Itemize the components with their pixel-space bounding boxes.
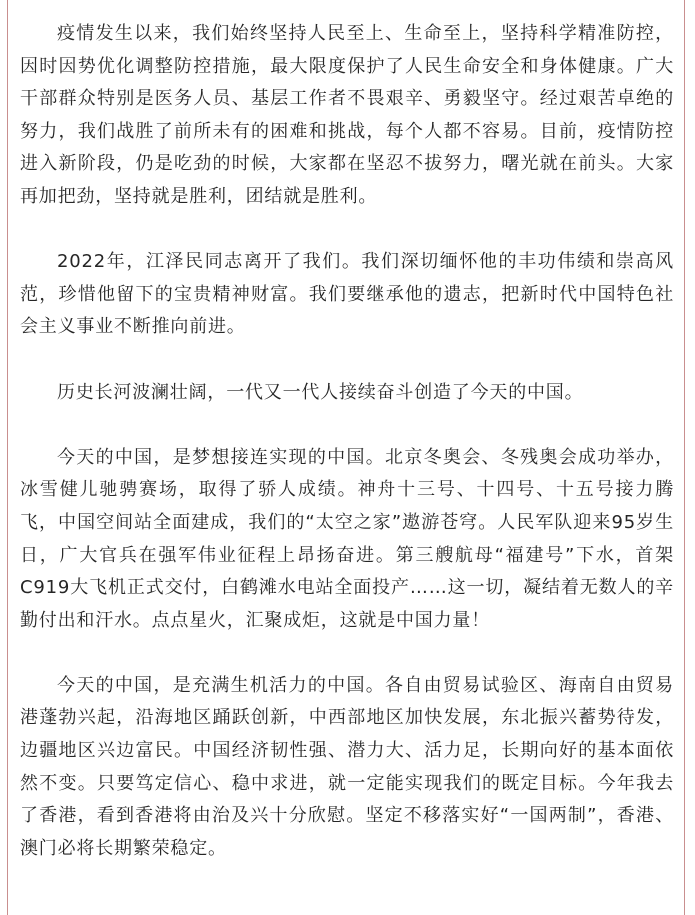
paragraph-vitality: 今天的中国，是充满生机活力的中国。各自由贸易试验区、海南自由贸易港蓬勃兴起，沿海地区踊跃创新，中西部地区加快发展，东北振兴蓄势待发，边疆地区兴边富民。中国经济韧性强、潜力大、活力足，长期向好的基本面依然不变。只要笃定信心、稳中求进，就一定能实现我们的既定目标。今年我去了香港，看到香港将由治及兴十分欣慰。坚定不移落实好“一国两制”，香港、澳门必将长期繁荣稳定。 (20, 674, 674, 859)
article-body (20, 18, 674, 898)
paragraph-dreams: 今天的中国，是梦想接连实现的中国。北京冬奥会、冬残奥会成功举办，冰雪健儿驰骋赛场，取得了骄人成绩。神舟十三号、十四号、十五号接力腾飞，中国空间站全面建成，我们的“太空之家”遨游苍穹。人民军队迎来95岁生日，广大官兵在强军伟业征程上昂扬奋进。第三艘航母“福建号”下水，首架C919大飞机正式交付，白鹤滩水电站全面投产……这一切，凝结着无数人的辛勤付出和汗水。点点星火，汇聚成炬，这就是中国力量！ (20, 446, 674, 631)
paragraph-tribute: 2022年，江泽民同志离开了我们。我们深切缅怀他的丰功伟绩和崇高风范，珍惜他留下的宝贵精神财富。我们要继承他的遗志，把新时代中国特色社会主义事业不断推向前进。 (20, 251, 674, 338)
paragraph-history: 历史长河波澜壮阔，一代又一代人接续奋斗创造了今天的中国。 (57, 381, 584, 403)
paragraph-epidemic: 疫情发生以来，我们始终坚持人民至上、生命至上，坚持科学精准防控，因时因势优化调整防控措施，最大限度保护了人民生命安全和身体健康。广大干部群众特别是医务人员、基层工作者不畏艰辛、勇毅坚守。经过艰苦卓绝的努力，我们战胜了前所未有的困难和挑战，每个人都不容易。目前，疫情防控进入新阶段，仍是吃劲的时候，大家都在坚忍不拔努力，曙光就在前头。大家再加把劲，坚持就是胜利，团结就是胜利。 (20, 23, 674, 207)
